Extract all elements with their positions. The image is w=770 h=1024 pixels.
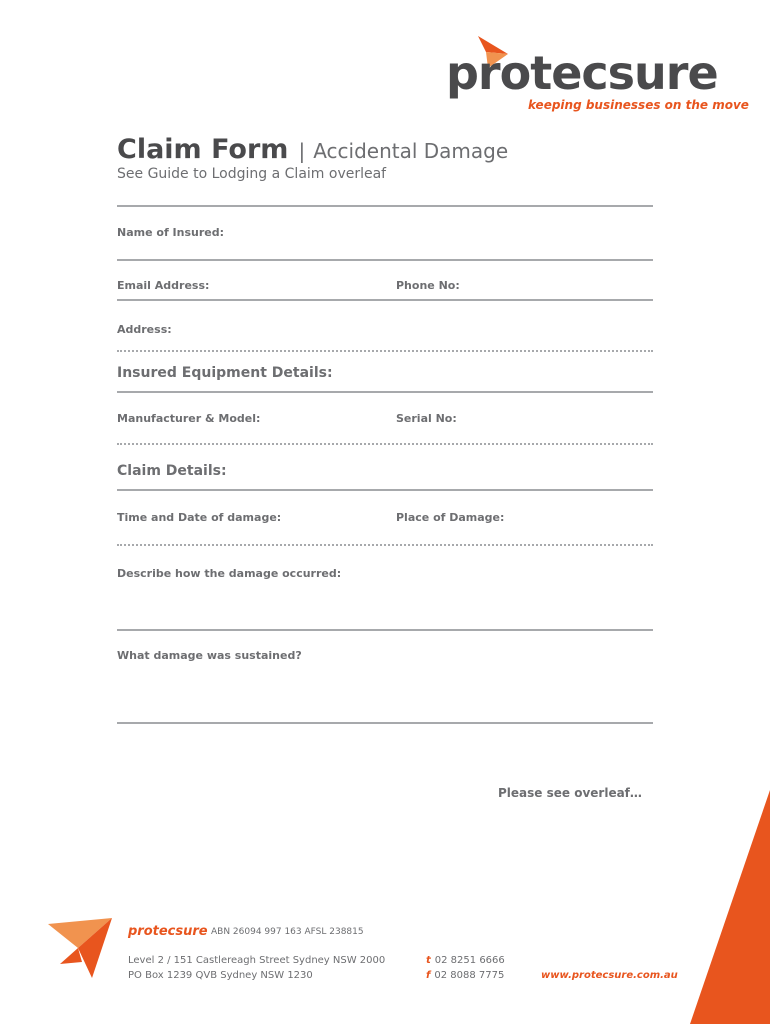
form-title: Claim Form (117, 134, 289, 165)
footer-website-link[interactable]: www.protecsure.com.au (541, 970, 678, 981)
divider (117, 489, 653, 491)
phone-prefix: t (426, 955, 431, 966)
fax-number: 02 8088 7775 (434, 970, 505, 981)
phone-number: 02 8251 6666 (434, 955, 505, 966)
address-label: Address: (117, 323, 172, 336)
footer-brand: protecsure (128, 924, 208, 939)
manufacturer-serial-field[interactable] (117, 443, 653, 445)
phone-no-label: Phone No: (396, 279, 460, 292)
damage-sustained-field[interactable] (117, 722, 653, 724)
email-address-label: Email Address: (117, 279, 210, 292)
overleaf-note: Please see overleaf… (498, 786, 642, 800)
guide-note: See Guide to Lodging a Claim overleaf (117, 166, 387, 182)
address-field[interactable] (117, 350, 653, 352)
name-of-insured-label: Name of Insured: (117, 226, 225, 239)
place-of-damage-label: Place of Damage: (396, 511, 505, 524)
brand-logo-wordmark: protecsure (446, 46, 718, 100)
describe-damage-label: Describe how the damage occurred: (117, 567, 342, 580)
name-of-insured-field[interactable] (117, 259, 653, 261)
manufacturer-model-label: Manufacturer & Model: (117, 412, 261, 425)
damage-sustained-label: What damage was sustained? (117, 649, 302, 662)
paper-plane-icon (48, 918, 112, 978)
describe-damage-field[interactable] (117, 629, 653, 631)
page-title (117, 134, 508, 165)
email-phone-field[interactable] (117, 299, 653, 301)
serial-no-label: Serial No: (396, 412, 457, 425)
brand-tagline: keeping businesses on the move (528, 98, 749, 112)
time-place-field[interactable] (117, 544, 653, 546)
claim-type: Accidental Damage (313, 139, 509, 163)
claim-section-heading: Claim Details: (117, 463, 227, 479)
footer-fax (426, 970, 504, 981)
fax-prefix: f (426, 970, 431, 981)
divider (117, 391, 653, 393)
equipment-section-heading: Insured Equipment Details: (117, 365, 333, 381)
footer-street-address: Level 2 / 151 Castlereagh Street Sydney NSW 2000 (128, 955, 386, 966)
title-separator: | (298, 139, 306, 163)
divider (117, 205, 653, 207)
footer-po-box: PO Box 1239 QVB Sydney NSW 1230 (128, 970, 313, 981)
footer-abn: ABN 26094 997 163 AFSL 238815 (211, 927, 364, 937)
decorative-wedge (690, 790, 770, 1024)
footer-phone (426, 955, 505, 966)
time-date-label: Time and Date of damage: (117, 511, 282, 524)
